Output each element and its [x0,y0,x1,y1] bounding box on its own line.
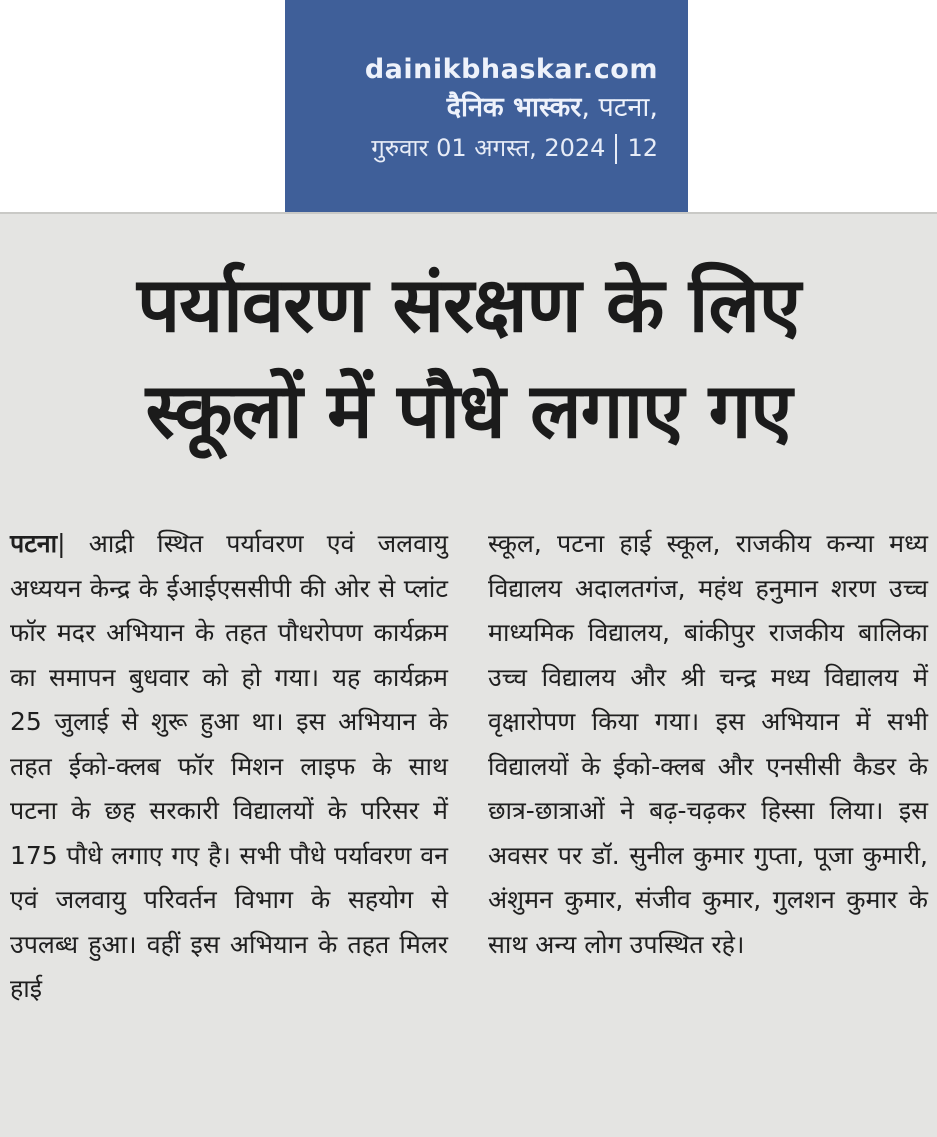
article-headline [0,252,937,464]
article-column-right [488,522,928,967]
headline-line-1: पर्यावरण संरक्षण के लिए [136,260,801,349]
masthead-date-line [285,128,658,168]
masthead-separator [615,134,617,164]
newspaper-clipping [0,212,937,1137]
article-paragraph-right [488,522,928,967]
headline-line-2: स्कूलों में पौधे लगाए गए [145,366,792,455]
masthead-website: dainikbhaskar.com [364,54,658,85]
newspaper-masthead [285,0,688,218]
masthead-brand: दैनिक भास्कर [446,92,582,123]
article-paragraph-left [10,522,448,1012]
article-body-left: | आद्री स्थित पर्यावरण एवं जलवायु अध्ययन केन्द्र के ईआईएससीपी की ओर से प्लांट फॉर मदर अभियान के तहत पौधरोपण कार्यक्रम का समापन बुधवार को हो गया। यह कार्यक्रम 25 जुलाई से शुरू हुआ था। इस अभियान के तहत ईको-क्लब फॉर मिशन लाइफ के साथ पटना के छह सरकारी विद्यालयों के परिसर में 175 पौधे लगाए गए है। सभी पौधे पर्यावरण वन एवं जलवायु परिवर्तन विभाग के सहयोग से उपलब्ध हुआ। वहीं इस अभियान के तहत मिलर हाई [10,529,448,1003]
article-body-right: स्कूल, पटना हाई स्कूल, राजकीय कन्या मध्य विद्यालय अदालतगंज, महंथ हनुमान शरण उच्च माध्यमिक विद्यालय, बांकीपुर राजकीय बालिका उच्च विद्यालय और श्री चन्द्र मध्य विद्यालय में वृक्षारोपण किया गया। इस अभियान में सभी विद्यालयों के ईको-क्लब और एनसीसी कैडर के छात्र-छात्राओं ने बढ़-चढ़कर हिस्सा लिया। इस अवसर पर डॉ. सुनील कुमार गुप्ता, पूजा कुमारी, अंशुमन कुमार, संजीव कुमार, गुलशन कुमार के साथ अन्य लोग उपस्थित रहे। [488,529,928,959]
masthead-date: गुरुवार 01 अगस्त, 2024 [371,134,606,162]
article-dateline: पटना [10,529,58,558]
masthead-page-number: 12 [627,134,658,162]
article-column-left [10,522,448,1012]
masthead-brand-line [285,88,658,128]
masthead-city: , पटना, [581,92,658,123]
